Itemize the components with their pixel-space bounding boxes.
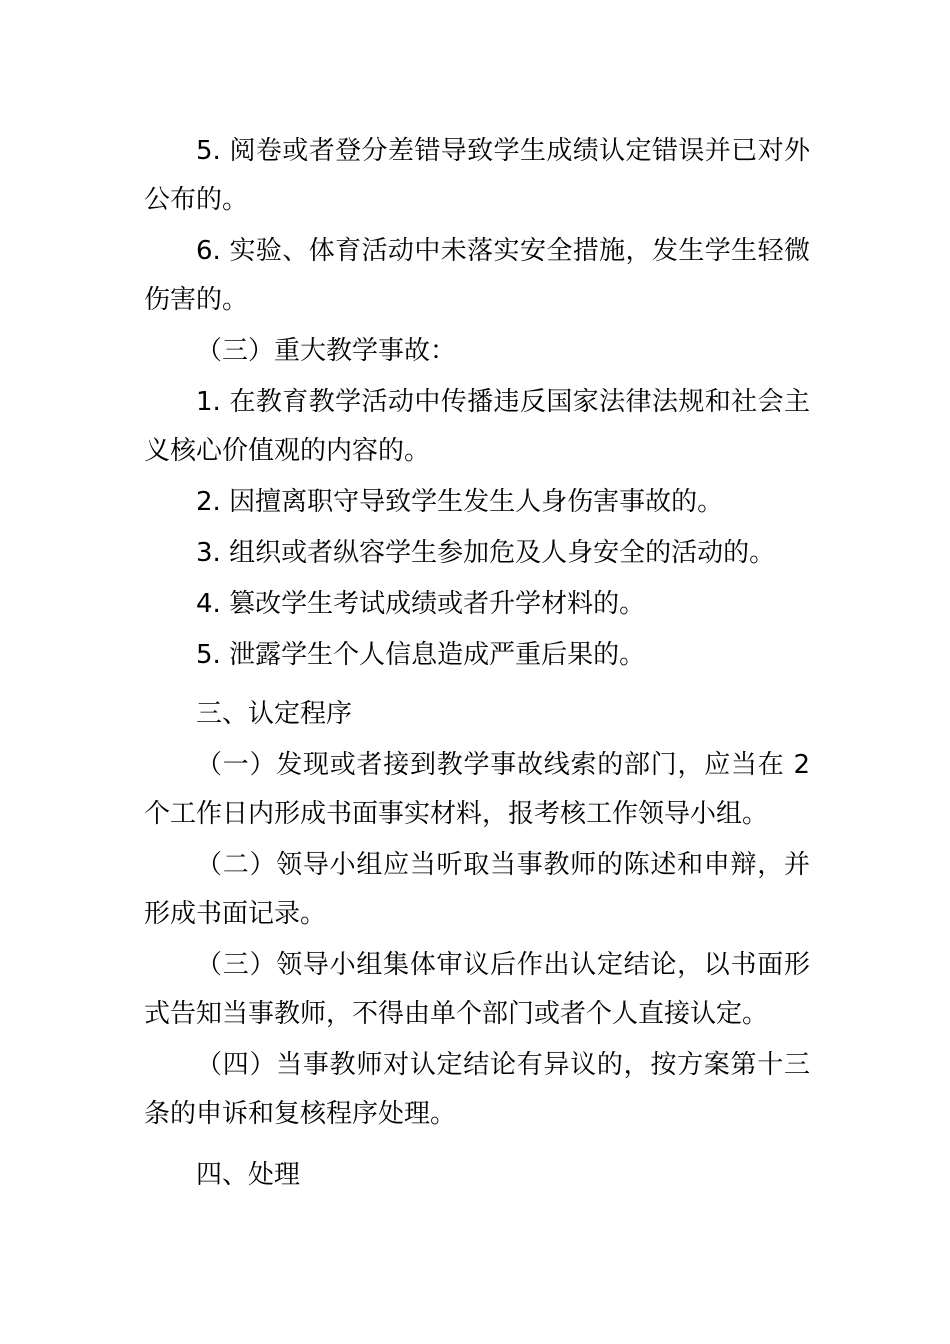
document-page: [144, 127, 810, 1202]
paragraph-item-4-tampering: 4. 篡改学生考试成绩或者升学材料的。: [196, 589, 646, 619]
section-heading-handling: 四、处理: [196, 1160, 301, 1190]
paragraph-procedure-4: （四）当事教师对认定结论有异议的，按方案第十三条的申诉和复核程序处理。: [144, 1050, 810, 1129]
paragraph-procedure-3: （三）领导小组集体审议后作出认定结论，以书面形式告知当事教师，不得由单个部门或者个人直接认定。: [144, 950, 810, 1029]
paragraph-item-1-illegal-content: 1. 在教育教学活动中传播违反国家法律法规和社会主义核心价值观的内容的。: [144, 387, 810, 466]
paragraph-item-5-grading-error: 5. 阅卷或者登分差错导致学生成绩认定错误并已对外公布的。: [144, 136, 810, 215]
paragraph-item-3-dangerous-activity: 3. 组织或者纵容学生参加危及人身安全的活动的。: [196, 538, 776, 568]
paragraph-item-5-privacy-leak: 5. 泄露学生个人信息造成严重后果的。: [196, 640, 646, 670]
paragraph-procedure-1: （一）发现或者接到教学事故线索的部门，应当在 2 个工作日内形成书面事实材料，报考核工作领导小组。: [144, 750, 810, 829]
paragraph-procedure-2: （二）领导小组应当听取当事教师的陈述和申辩，并形成书面记录。: [144, 850, 810, 929]
section-heading-major-accident: （三）重大教学事故：: [196, 336, 457, 366]
paragraph-item-2-absence-injury: 2. 因擅离职守导致学生发生人身伤害事故的。: [196, 487, 724, 517]
section-heading-procedure: 三、认定程序: [196, 699, 353, 729]
paragraph-item-6-safety-measures: 6. 实验、体育活动中未落实安全措施，发生学生轻微伤害的。: [144, 236, 810, 315]
